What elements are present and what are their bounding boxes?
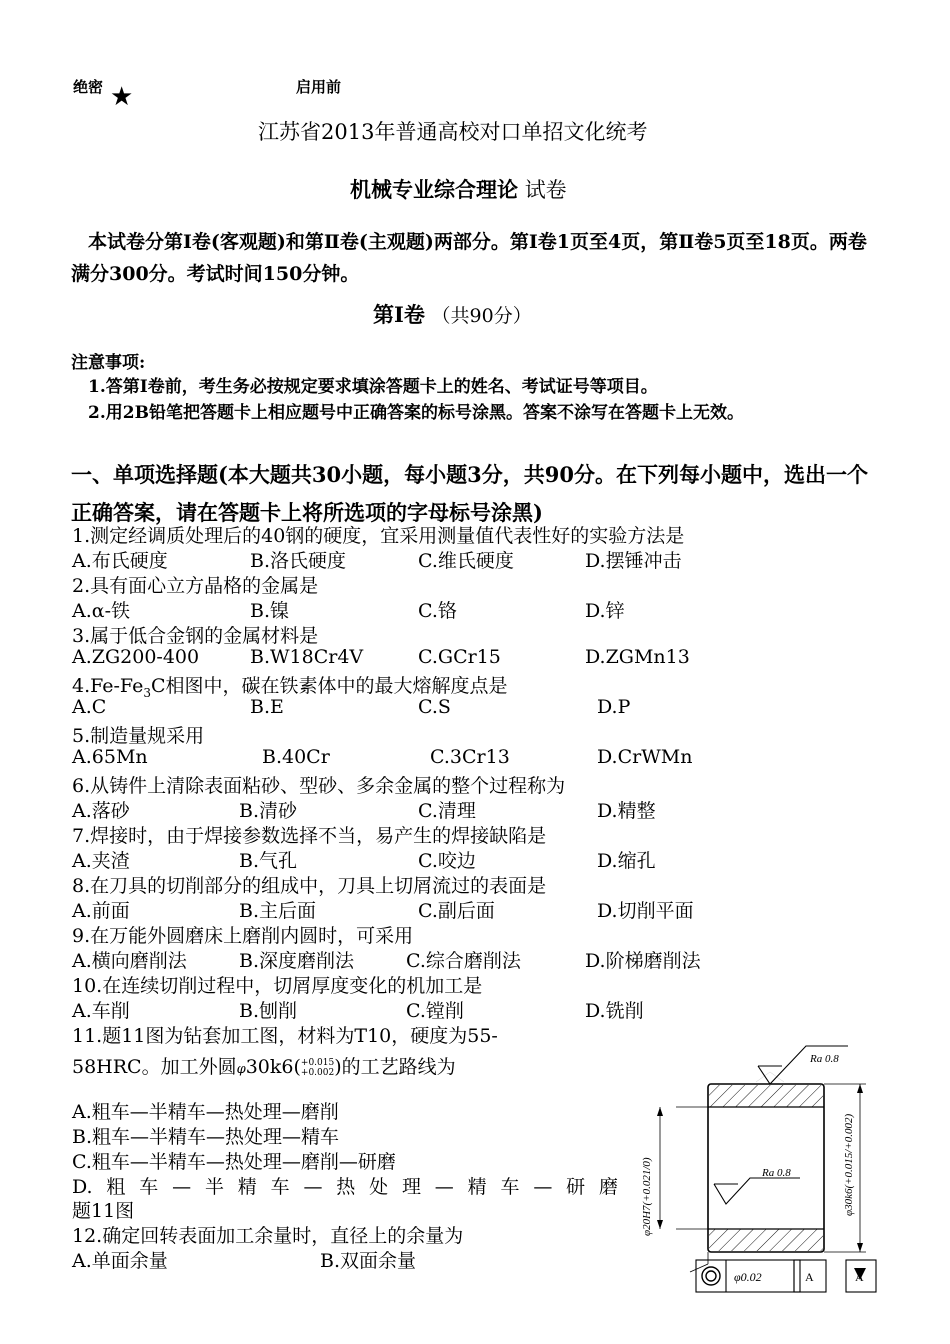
question-4-option-a: A.C	[72, 696, 107, 718]
question-5-option-d: D.CrWMn	[597, 746, 693, 768]
question-1-option-d: D.摆锤冲击	[585, 550, 682, 572]
section-heading	[373, 299, 532, 329]
section-score: （共90分）	[431, 305, 532, 327]
fcf-datum: A	[805, 1270, 814, 1284]
datum-label: A	[855, 1270, 864, 1284]
note-item-2: 2.用2B铅笔把答题卡上相应题号中正确答案的标号涂黑。答案不涂写在答题卡上无效。	[88, 403, 744, 423]
question-10-option-b: B.刨削	[239, 1000, 298, 1022]
question-11-option-c: C.粗车—半精车—热处理—磨削—研磨	[72, 1151, 396, 1173]
question-6-option-c: C.清理	[418, 800, 476, 822]
question-7-option-c: C.咬边	[418, 850, 476, 872]
figure-11-caption: 题11图	[72, 1200, 135, 1222]
question-4-option-c: C.S	[418, 696, 451, 718]
question-7-option-b: B.气孔	[239, 850, 298, 872]
question-5-option-b: B.40Cr	[262, 746, 330, 768]
question-9-option-c: C.综合磨削法	[406, 950, 521, 972]
ra-top-label: Ra 0.8	[810, 1053, 839, 1065]
question-11-option-b: B.粗车—半精车—热处理—精车	[72, 1126, 340, 1148]
part1-heading: 一、单项选择题(本大题共30小题，每小题3分，共90分。在下列每小题中，选出一个正确答案，请在答题卡上将所选项的字母标号涂黑)	[71, 462, 868, 525]
question-8-option-b: B.主后面	[239, 900, 317, 922]
question-5-option-a: A.65Mn	[72, 746, 148, 768]
roughness-symbol-top	[758, 1046, 848, 1084]
top-wall-hatch	[709, 1085, 823, 1107]
question-6-option-b: B.清砂	[239, 800, 298, 822]
question-2-option-b: B.镍	[250, 600, 290, 622]
question-1-stem: 1.测定经调质处理后的40钢的硬度，宜采用测量值代表性好的实验方法是	[72, 525, 685, 547]
tolerance-fraction: +0.015 +0.002	[300, 1058, 335, 1078]
exam-subject	[350, 174, 567, 204]
fcf-tolerance: φ0.02	[734, 1270, 762, 1284]
question-2-stem: 2.具有面心立方晶格的金属是	[72, 575, 319, 597]
question-8-option-a: A.前面	[72, 900, 130, 922]
notes-title: 注意事项:	[71, 353, 146, 373]
question-9-stem: 9.在万能外圆磨床上磨削内圆时，可采用	[72, 925, 414, 947]
question-11-stem-line1: 11.题11图为钻套加工图，材料为T10，硬度为55-	[72, 1025, 498, 1047]
ra-inner-label: Ra 0.8	[762, 1167, 791, 1179]
secret-label: 绝密	[73, 78, 104, 96]
question-1-option-c: C.维氏硬度	[418, 550, 514, 572]
question-10-option-c: C.镗削	[406, 1000, 464, 1022]
question-8-option-d: D.切削平面	[597, 900, 694, 922]
question-8-option-c: C.副后面	[418, 900, 495, 922]
question-4-option-b: B.E	[250, 696, 284, 718]
question-12-option-b: B.双面余量	[320, 1250, 417, 1272]
question-11-option-a: A.粗车—半精车—热处理—磨削	[72, 1101, 339, 1123]
question-7-stem: 7.焊接时，由于焊接参数选择不当，易产生的焊接缺陷是	[72, 825, 547, 847]
question-3-stem: 3.属于低合金钢的金属材料是	[72, 625, 319, 647]
question-10-option-d: D.铣削	[585, 1000, 644, 1022]
note-item-1: 1.答第Ⅰ卷前，考生务必按规定要求填涂答题卡上的姓名、考试证号等项目。	[88, 377, 658, 397]
question-9-option-d: D.阶梯磨削法	[585, 950, 701, 972]
question-11-option-d: D.粗车—半精车—热处理—精车—研磨	[72, 1176, 618, 1198]
roughness-symbol-inner	[714, 1178, 800, 1204]
star-icon: ★	[110, 82, 134, 112]
question-11-stem-line2: 58HRC。加工外圆φ30k6(+0.015 +0.002)的工艺路线为	[72, 1056, 456, 1078]
question-2-option-c: C.铬	[418, 600, 457, 622]
question-3-option-d: D.ZGMn13	[585, 646, 690, 668]
question-8-stem: 8.在刀具的切削部分的组成中，刀具上切屑流过的表面是	[72, 875, 547, 897]
question-9-option-a: A.横向磨削法	[72, 950, 187, 972]
question-3-option-b: B.W18Cr4V	[250, 646, 364, 668]
question-3-option-c: C.GCr15	[418, 646, 501, 668]
paper-label: 试卷	[524, 178, 567, 202]
exam-title: 江苏省2013年普通高校对口单招文化统考	[258, 120, 648, 144]
drill-bushing-figure	[628, 1036, 890, 1298]
question-2-option-a: A.α-铁	[72, 600, 131, 622]
subject-name: 机械专业综合理论	[350, 177, 518, 202]
question-7-option-a: A.夹渣	[72, 850, 130, 872]
question-4-option-d: D.P	[597, 696, 631, 718]
bottom-wall-hatch	[709, 1229, 823, 1251]
question-12-option-a: A.单面余量	[72, 1250, 168, 1272]
intro-paragraph: 本试卷分第Ⅰ卷(客观题)和第Ⅱ卷(主观题)两部分。第Ⅰ卷1页至4页，第Ⅱ卷5页至18页。两卷满分300分。考试时间150分钟。	[71, 231, 867, 285]
before-use-label: 启用前	[296, 78, 342, 96]
question-1-option-a: A.布氏硬度	[72, 550, 168, 572]
question-6-option-d: D.精整	[597, 800, 656, 822]
question-3-option-a: A.ZG200-400	[72, 646, 200, 668]
concentricity-icon	[702, 1267, 720, 1285]
question-10-stem: 10.在连续切削过程中，切屑厚度变化的机加工是	[72, 975, 483, 997]
question-6-stem: 6.从铸件上清除表面粘砂、型砂、多余金属的整个过程称为	[72, 775, 566, 797]
dim-right-label: φ30k6(+0.015/+0.002)	[843, 1113, 855, 1216]
question-5-stem: 5.制造量规采用	[72, 725, 205, 747]
question-2-option-d: D.锌	[585, 600, 625, 622]
phi-symbol: φ	[236, 1062, 246, 1077]
question-12-stem: 12.确定回转表面加工余量时，直径上的余量为	[72, 1225, 464, 1247]
question-6-option-a: A.落砂	[72, 800, 130, 822]
question-5-option-c: C.3Cr13	[430, 746, 510, 768]
dim-left-label: φ20H7(+0.021/0)	[641, 1157, 653, 1236]
question-9-option-b: B.深度磨削法	[239, 950, 355, 972]
question-4-stem: $4.Fe-Fe_3C$相图中，碳在铁素体中的最大熔解度点是	[72, 675, 508, 700]
question-1-option-b: B.洛氏硬度	[250, 550, 347, 572]
question-7-option-d: D.缩孔	[597, 850, 656, 872]
question-10-option-a: A.车削	[72, 1000, 130, 1022]
section-title: 第Ⅰ卷	[373, 302, 425, 327]
